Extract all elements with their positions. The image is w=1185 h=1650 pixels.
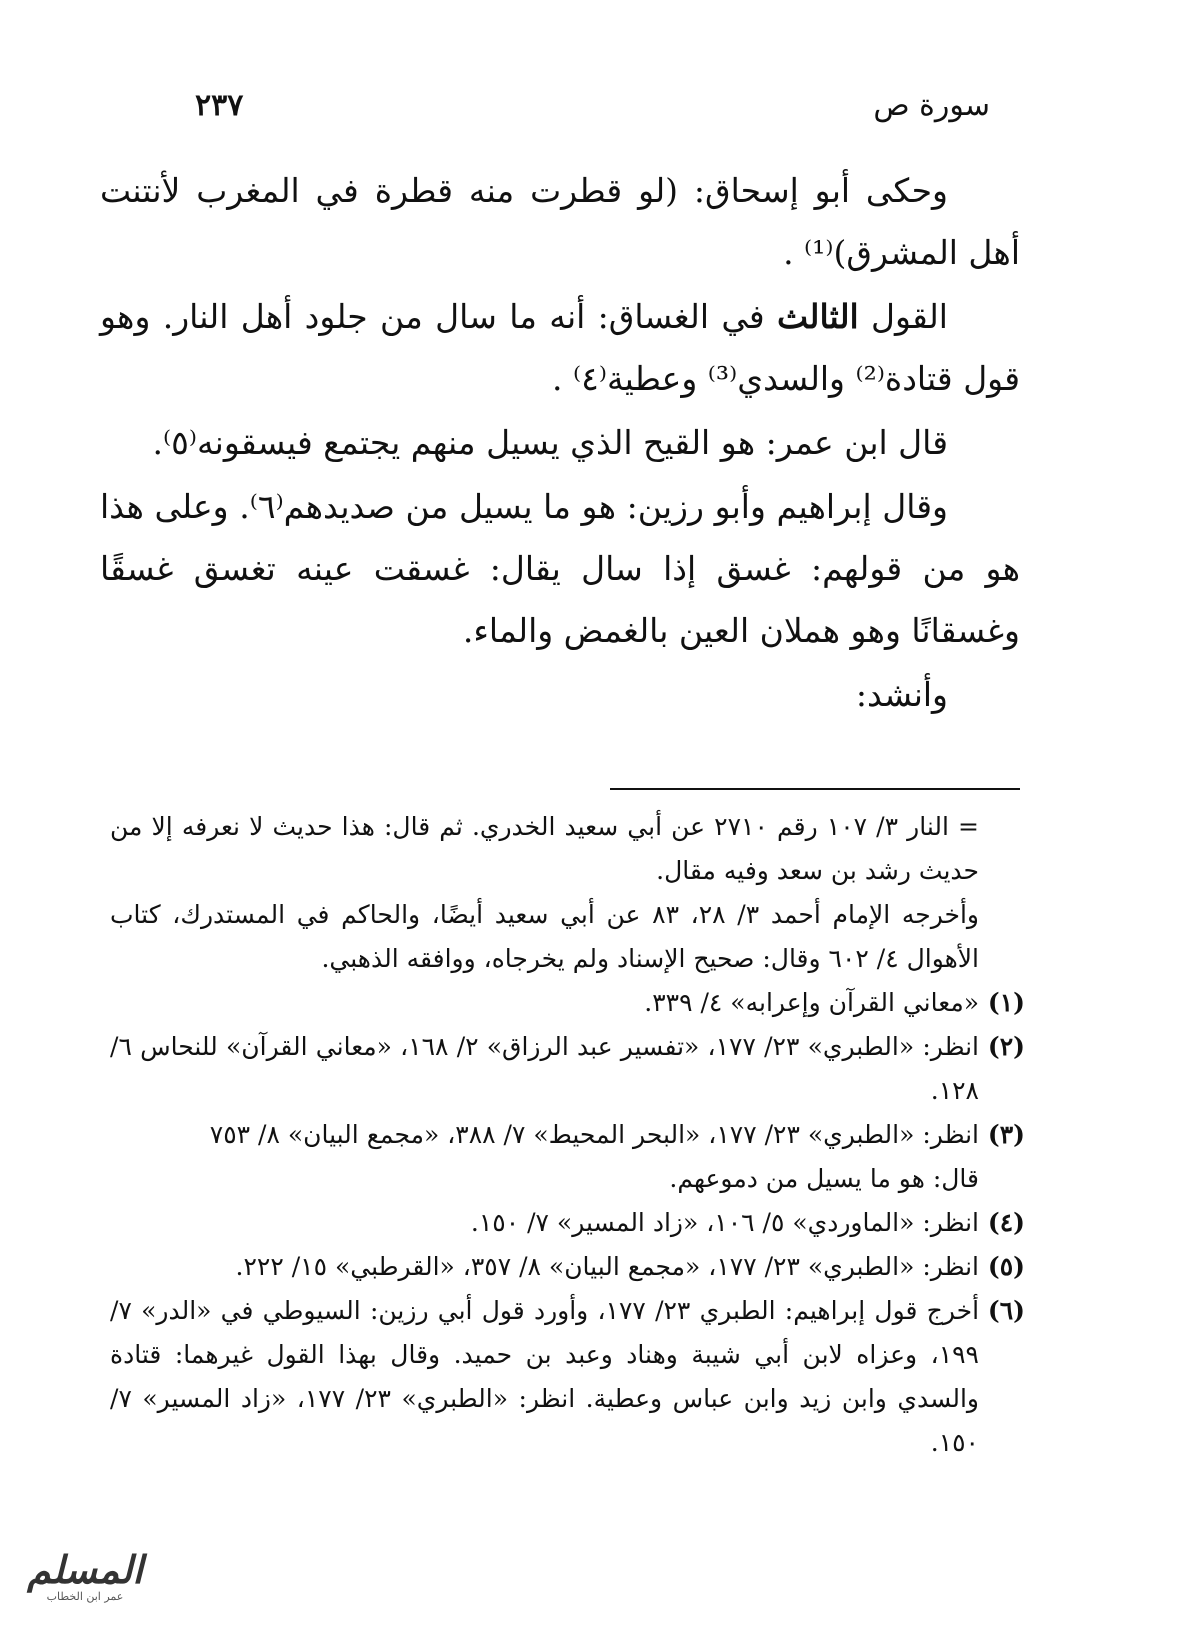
footnote-4 bbox=[110, 1201, 1025, 1245]
footnote-text: انظر: «الطبري» ٢٣/ ١٧٧، «مجمع البيان» ٨/ ٣٥٧، «القرطبي» ١٥/ ٢٢٢. bbox=[235, 1252, 979, 1281]
paragraph-4: وقال إبراهيم وأبو رزين: هو ما يسيل من صديدهم⁽٦⁾. وعلى هذا هو من قولهم: غسق إذا سال يقال: غسقت عينه تغسق غسقًا وغسقانًا وهو هملان العين بالغمض والماء. bbox=[100, 487, 1020, 650]
paragraph-1: وحكى أبو إسحاق: (لو قطرت منه قطرة في المغرب لأنتنت أهل المشرق)⁽¹⁾ . bbox=[100, 171, 1020, 272]
footnote-number: (٢) bbox=[987, 1032, 1025, 1061]
footnote-number: (٦) bbox=[987, 1296, 1026, 1325]
footnote-2 bbox=[110, 1025, 1025, 1113]
footnote-number: (١) bbox=[987, 988, 1025, 1017]
main-text bbox=[100, 160, 1020, 728]
footnote-continuation-2: وأخرجه الإمام أحمد ٣/ ٢٨، ٨٣ عن أبي سعيد أيضًا، والحاكم في المستدرك، كتاب الأهوال ٤/ ٦٠٢ وقال: صحيح الإسناد ولم يخرجاه، ووافقه الذهبي. bbox=[110, 900, 979, 973]
watermark-logo bbox=[10, 1547, 160, 1620]
footnote-text: انظر: «الطبري» ٢٣/ ١٧٧، «تفسير عبد الرزاق» ٢/ ١٦٨، «معاني القرآن» للنحاس ٦/ ١٢٨. bbox=[110, 1032, 979, 1105]
footnote-text: انظر: «الطبري» ٢٣/ ١٧٧، «البحر المحيط» ٧/ ٣٨٨، «مجمع البيان» ٨/ ٧٥٣ bbox=[209, 1120, 979, 1149]
page-number: ٢٣٧ bbox=[195, 87, 244, 123]
footnotes bbox=[110, 805, 1025, 1465]
footnote-3-continuation bbox=[110, 1157, 1025, 1201]
watermark-main-text: المسلم bbox=[27, 1547, 143, 1592]
surah-title: سورة ص bbox=[873, 87, 990, 123]
footnote-text: «معاني القرآن وإعرابه» ٤/ ٣٣٩. bbox=[644, 988, 979, 1017]
footnote-divider bbox=[610, 788, 1020, 790]
paragraph-3: قال ابن عمر: هو القيح الذي يسيل منهم يجتمع فيسقونه⁽٥⁾. bbox=[152, 423, 948, 462]
footnote-number: (٣) bbox=[987, 1120, 1025, 1149]
paragraph-2-rest: في الغساق: أنه ما سال من جلود أهل النار. وهو قول قتادة⁽²⁾ والسدي⁽³⁾ وعطية⁽٤⁾ . bbox=[100, 297, 1020, 398]
footnote-text: انظر: «الماوردي» ٥/ ١٠٦، «زاد المسير» ٧/ ١٥٠. bbox=[470, 1208, 979, 1237]
footnote-text: أخرج قول إبراهيم: الطبري ٢٣/ ١٧٧، وأورد قول أبي رزين: السيوطي في «الدر» ٧/ ١٩٩، وعزاه لابن أبي شيبة وهناد وعبد بن حميد. وقال بهذا القول غيرهما: قتادة والسدي وابن زيد وابن عباس وعطية. انظر: «الطبري» ٢٣/ ١٧٧، «زاد المسير» ٧/ ١٥٠. bbox=[110, 1296, 980, 1457]
footnote-3 bbox=[110, 1113, 1025, 1157]
footnote-1 bbox=[110, 981, 1025, 1025]
footnote-continuation-1: = النار ٣/ ١٠٧ رقم ٢٧١٠ عن أبي سعيد الخدري. ثم قال: هذا حديث لا نعرفه إلا من حديث رشد بن سعد وفيه مقال. bbox=[110, 812, 979, 885]
footnote-number: (٥) bbox=[987, 1252, 1025, 1281]
footnote-number: (٤) bbox=[987, 1208, 1025, 1237]
footnote-5 bbox=[110, 1245, 1025, 1289]
paragraph-2-prefix: القول bbox=[871, 297, 948, 336]
paragraph-2-bold: الثالث bbox=[776, 297, 859, 336]
paragraph-5: وأنشد: bbox=[855, 675, 948, 714]
watermark-sub-text: عمر ابن الخطاب bbox=[46, 1590, 124, 1603]
page-header bbox=[195, 80, 990, 130]
footnote-text: قال: هو ما يسيل من دموعهم. bbox=[669, 1164, 979, 1193]
footnote-6 bbox=[110, 1289, 1025, 1465]
paragraph-2 bbox=[100, 286, 1020, 410]
